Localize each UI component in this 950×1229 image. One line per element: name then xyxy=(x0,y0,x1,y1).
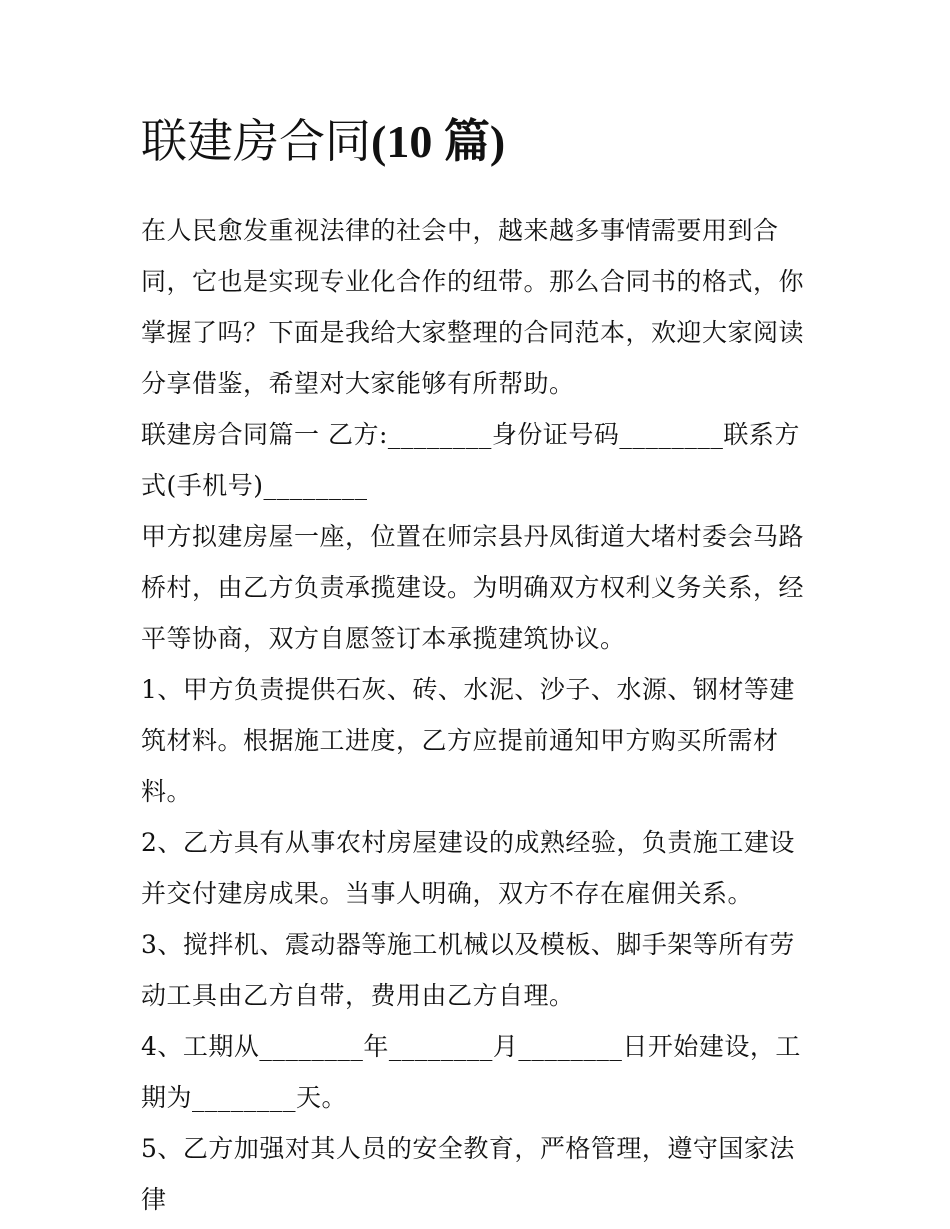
title-suffix: (10 篇) xyxy=(371,116,506,167)
clause-4-paragraph: 4、工期从________年________月________日开始建设，工期为________天。 xyxy=(141,1032,801,1112)
clause-2-paragraph: 2、乙方具有从事农村房屋建设的成熟经验，负责施工建设并交付建房成果。当事人明确，双方不存在雇佣关系。 xyxy=(141,828,795,908)
clause-1-paragraph: 1、甲方负责提供石灰、砖、水泥、沙子、水源、钢材等建筑材料。根据施工进度，乙方应提前通知甲方购买所需材料。 xyxy=(141,675,795,806)
title-main: 联建房合同 xyxy=(141,114,371,168)
contract-preamble-paragraph: 甲方拟建房屋一座，位置在师宗县丹凤街道大堵村委会马路桥村，由乙方负责承揽建设。为明确双方权利义务关系，经平等协商，双方自愿签订本承揽建筑协议。 xyxy=(141,522,805,653)
contract-header-paragraph: 联建房合同篇一 乙方:________身份证号码________联系方式(手机号)________ xyxy=(141,420,800,500)
intro-paragraph: 在人民愈发重视法律的社会中，越来越多事情需要用到合同，它也是实现专业化合作的纽带。那么合同书的格式，你掌握了吗？下面是我给大家整理的合同范本，欢迎大家阅读分享借鉴，希望对大家能够有所帮助。 xyxy=(141,216,805,398)
document-page xyxy=(141,110,816,1225)
document-title xyxy=(141,110,816,173)
clause-3-paragraph: 3、搅拌机、震动器等施工机械以及模板、脚手架等所有劳动工具由乙方自带，费用由乙方自理。 xyxy=(141,930,795,1010)
clause-5-paragraph: 5、乙方加强对其人员的安全教育，严格管理，遵守国家法律 xyxy=(141,1134,795,1214)
